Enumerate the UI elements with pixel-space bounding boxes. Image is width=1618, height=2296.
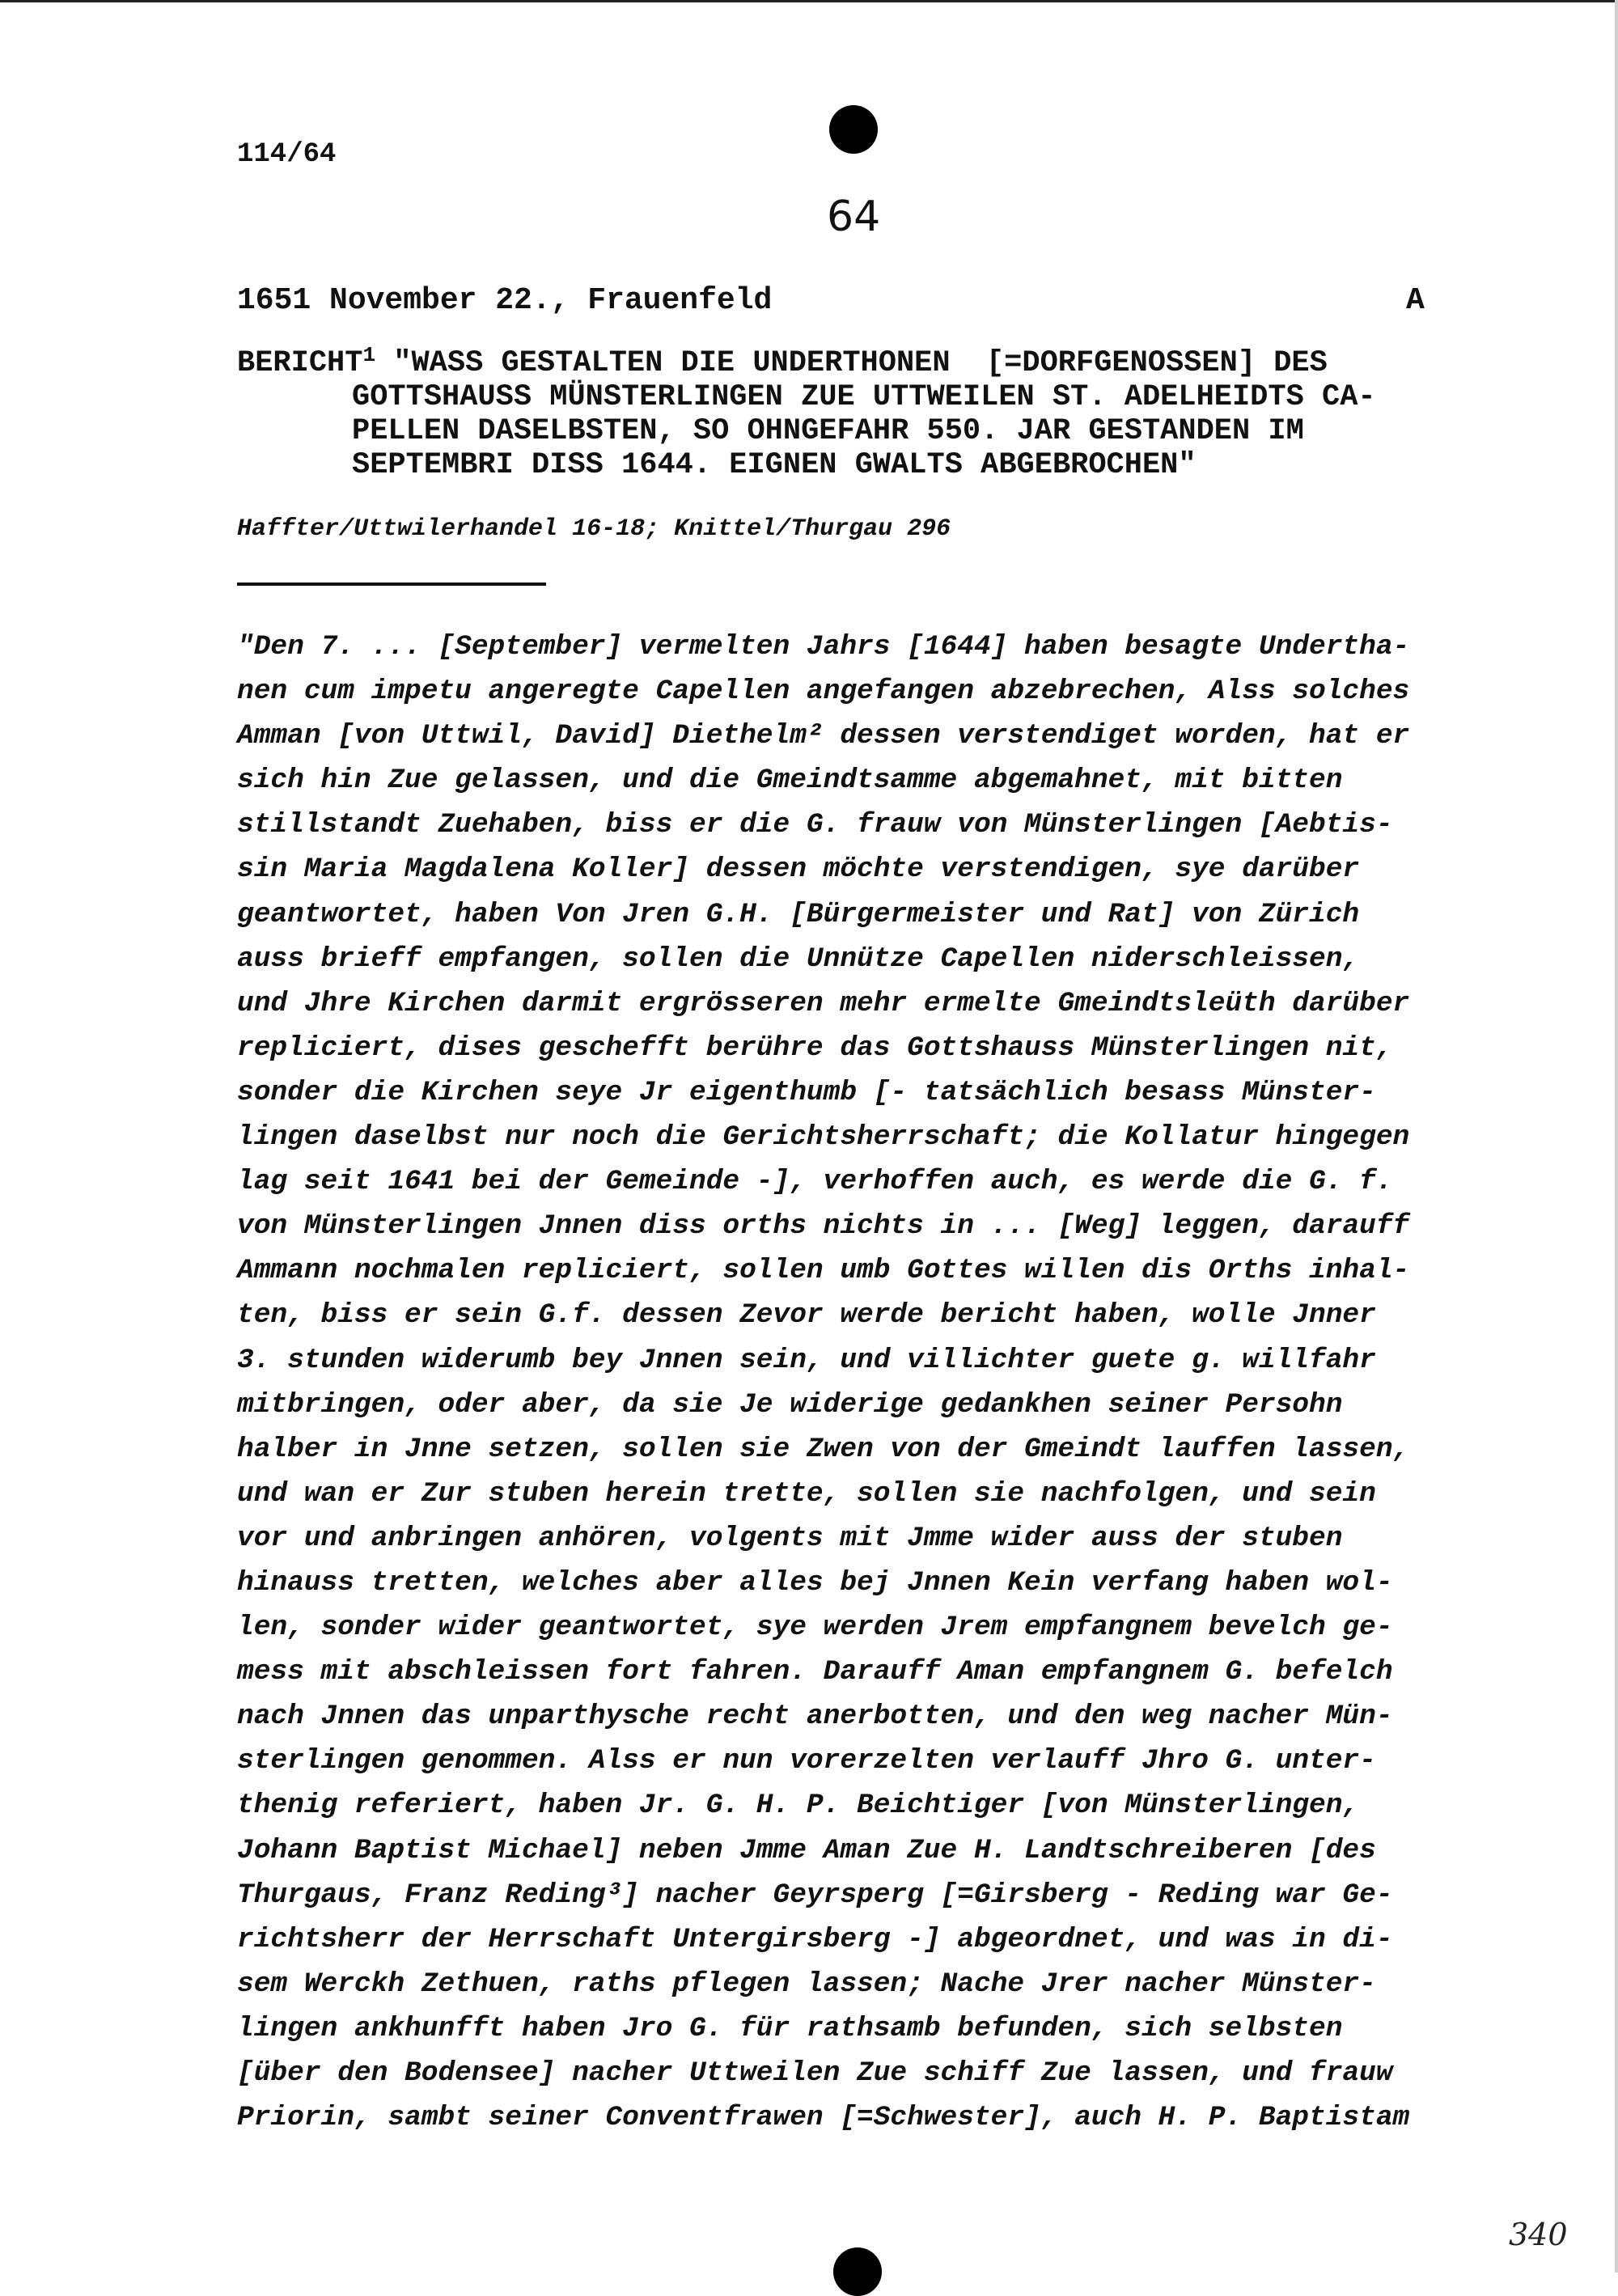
body-line: auss brieff empfangen, sollen die Unnütze Capellen niderschleissen, <box>237 943 1360 975</box>
body-line: len, sonder wider geantwortet, sye werden Jrem empfangnem bevelch ge- <box>237 1612 1393 1644</box>
body-line: richtsherr der Herrschaft Untergirsberg -] abgeordnet, und was in di- <box>237 1923 1393 1955</box>
body-line: Johann Baptist Michael] neben Jmme Aman Zue H. Landtschreiberen [des <box>237 1834 1376 1866</box>
body-line: sin Maria Magdalena Koller] dessen möchte verstendigen, sye darüber <box>237 854 1360 886</box>
body-line: halber in Jnne setzen, sollen sie Zwen von der Gmeindt lauffen lassen, <box>237 1433 1410 1465</box>
body-line: nen cum impetu angeregte Capellen angefangen abzebrechen, Alss solches <box>237 676 1410 708</box>
body-line: sonder die Kirchen seye Jr eigenthumb [- tatsächlich besass Münster- <box>237 1076 1376 1108</box>
body-line: 3. stunden widerumb bey Jnnen sein, und villichter guete g. willfahr <box>237 1344 1376 1376</box>
title-line: PELLEN DASELBSTEN, SO OHNGEFAHR 550. JAR GESTANDEN IM <box>352 414 1304 448</box>
scan-top-edge <box>0 0 1618 2</box>
body-line: sem Werckh Zethuen, raths pflegen lassen; Nache Jrer nacher Münster- <box>237 1968 1376 2000</box>
source-citation: Haffter/Uttwilerhandel 16-18; Knittel/Thurgau 296 <box>237 515 951 543</box>
body-line: lingen ankhunfft haben Jro G. für rathsamb befunden, sich selbsten <box>237 2012 1343 2044</box>
body-line: hinauss tretten, welches aber alles bej Jnnen Kein verfang haben wol- <box>237 1566 1393 1599</box>
body-line: [über den Bodensee] nacher Uttweilen Zue schiff Zue lassen, und frauw <box>237 2057 1393 2089</box>
body-line: lingen daselbst nur noch die Gerichtsherrschaft; die Kollatur hingegen <box>237 1121 1410 1154</box>
body-line: "Den 7. ... [September] vermelten Jahrs [1644] haben besagte Undertha- <box>237 631 1410 663</box>
body-line: von Münsterlingen Jnnen diss orths nichts in ... [Weg] leggen, darauff <box>237 1210 1410 1243</box>
dateline: 1651 November 22., Frauenfeld <box>237 283 773 318</box>
body-line: thenig referiert, haben Jr. G. H. P. Beichtiger [von Münsterlingen, <box>237 1790 1360 1822</box>
separator-rule <box>237 582 546 586</box>
body-line: sich hin Zue gelassen, und die Gmeindtsamme abgemahnet, mit bitten <box>237 765 1343 797</box>
body-line: und wan er Zur stuben herein trette, sollen sie nachfolgen, und sein <box>237 1477 1376 1510</box>
body-line: Priorin, sambt seiner Conventfrawen [=Schwester], auch H. P. Baptistam <box>237 2102 1410 2134</box>
body-line: Amman [von Uttwil, David] Diethelm² dessen verstendiget worden, hat er <box>237 720 1410 752</box>
punch-hole-bottom <box>833 2247 882 2296</box>
body-line: geantwortet, haben Von Jren G.H. [Bürgermeister und Rat] von Zürich <box>237 898 1360 930</box>
body-line: stillstandt Zuehaben, biss er die G. frauw von Münsterlingen [Aebtis- <box>237 809 1393 841</box>
body-line: ten, biss er sein G.f. dessen Zevor werde bericht haben, wolle Jnner <box>237 1299 1376 1332</box>
body-line: Ammann nochmalen repliciert, sollen umb Gottes willen dis Orths inhal- <box>237 1255 1410 1287</box>
document-reference: 114/64 <box>237 139 337 170</box>
body-line: repliciert, dises geschefft berühre das Gottshauss Münsterlingen nit, <box>237 1032 1393 1064</box>
title-first-rest: "WASS GESTALTEN DIE UNDERTHONEN [=DORFGENOSSEN] DES <box>375 346 1328 380</box>
body-line: vor und anbringen anhören, volgents mit Jmme wider auss der stuben <box>237 1522 1343 1554</box>
body-text <box>237 625 1499 2140</box>
title-line <box>237 343 1483 380</box>
title-first-word: BERICHT <box>237 346 363 380</box>
body-line: lag seit 1641 bei der Gemeinde -], verhoffen auch, es werde die G. f. <box>237 1166 1393 1198</box>
body-line: Thurgaus, Franz Reding³] nacher Geyrsperg [=Girsberg - Reding war Ge- <box>237 1879 1393 1911</box>
body-line: mitbringen, oder aber, da sie Je widerige gedankhen seiner Persohn <box>237 1388 1343 1421</box>
body-line: nach Jnnen das unparthysche recht anerbotten, und den weg nacher Mün- <box>237 1701 1393 1733</box>
footnote-mark: 1 <box>362 343 376 367</box>
title-line: GOTTSHAUSS MÜNSTERLINGEN ZUE UTTWEILEN ST. ADELHEIDTS CA- <box>352 380 1376 414</box>
document-title <box>237 343 1483 482</box>
body-line: sterlingen genommen. Alss er nun vorerzelten verlauff Jhro G. unter- <box>237 1745 1376 1777</box>
body-line: und Jhre Kirchen darmit ergrösseren mehr ermelte Gmeindtsleüth darüber <box>237 987 1410 1019</box>
handwritten-note: 340 <box>1509 2217 1568 2252</box>
page-number: 64 <box>827 193 881 241</box>
body-line: mess mit abschleissen fort fahren. Darauff Aman empfangnem G. befelch <box>237 1656 1393 1688</box>
punch-hole-top <box>829 105 878 154</box>
title-line: SEPTEMBRI DISS 1644. EIGNEN GWALTS ABGEBROCHEN" <box>352 448 1197 482</box>
version-letter: A <box>1406 283 1425 318</box>
scan-right-edge <box>1615 0 1618 2273</box>
